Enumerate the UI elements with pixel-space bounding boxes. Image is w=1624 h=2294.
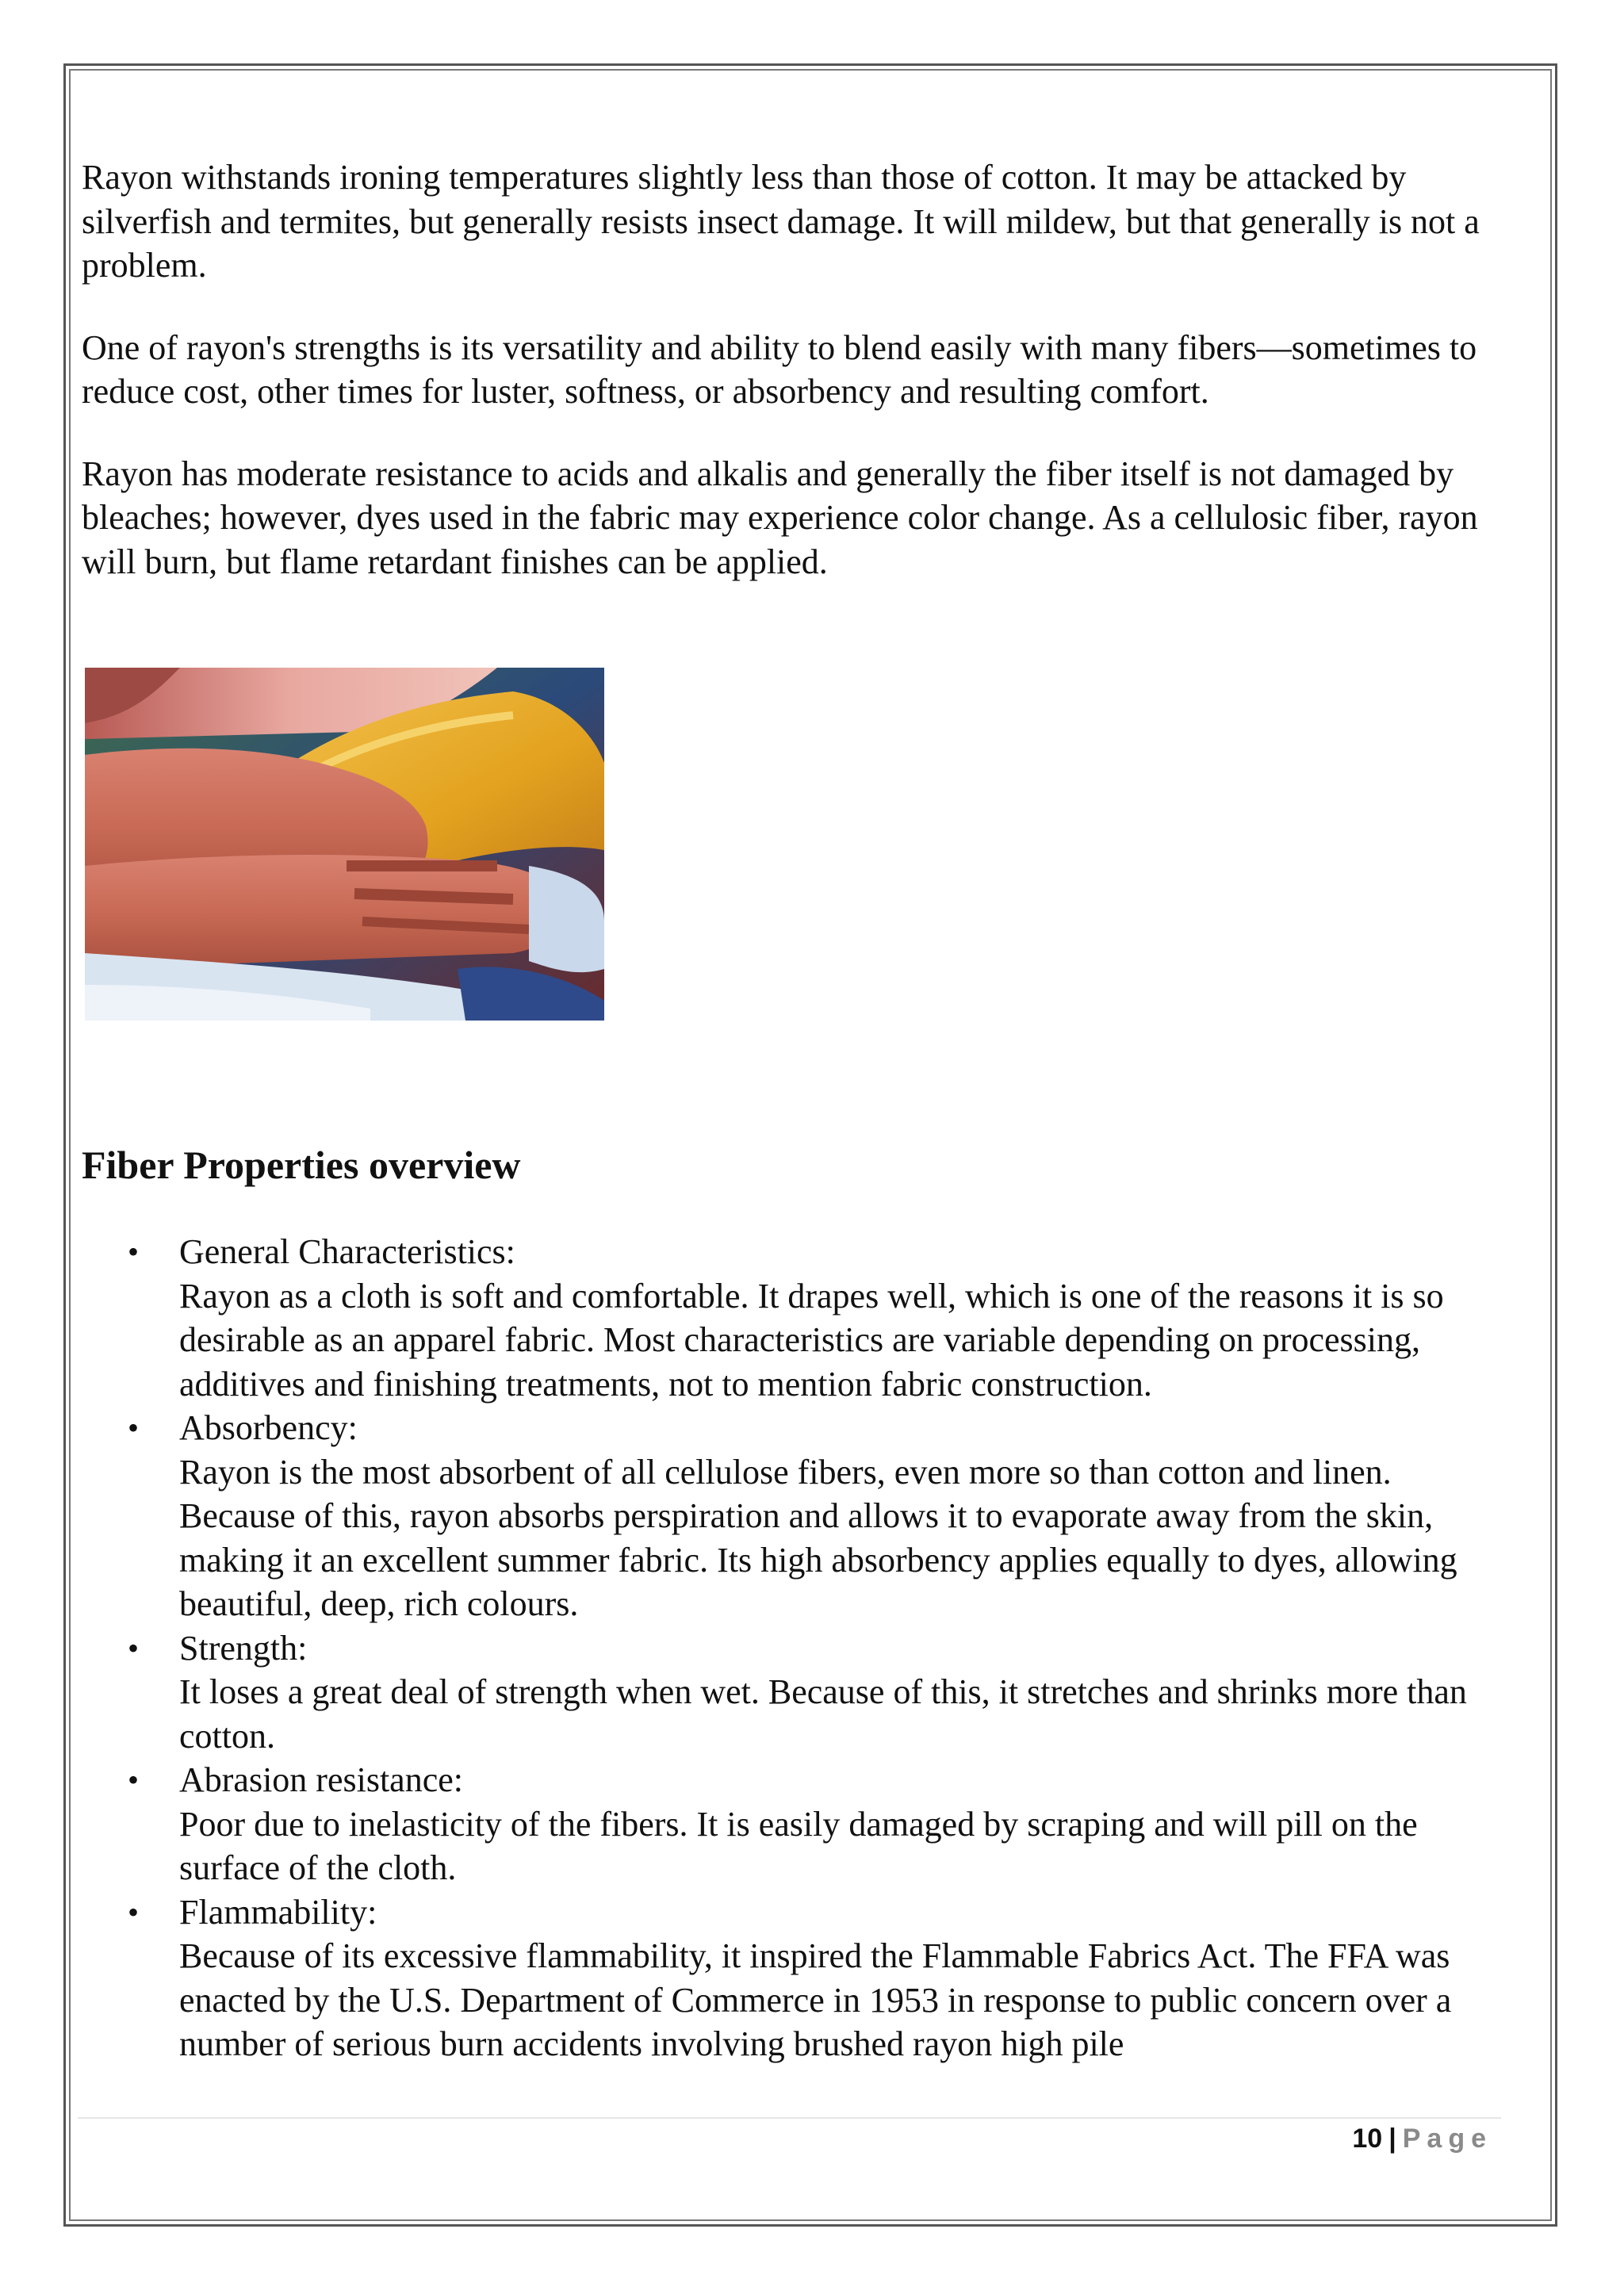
bullet-icon: • [128, 1234, 140, 1270]
list-item-absorbency [82, 1406, 1501, 1626]
property-description: It loses a great deal of strength when wet. Because of this, it stretches and shrinks more than cotton. [179, 1672, 1467, 1756]
property-name: General Characteristics: [179, 1232, 515, 1271]
bullet-icon: • [128, 1410, 140, 1446]
property-name: Abrasion resistance: [179, 1760, 463, 1799]
towels-illustration [85, 668, 604, 1021]
property-name: Strength: [179, 1628, 308, 1668]
list-item-abrasion [82, 1758, 1501, 1890]
section-heading: Fiber Properties overview [82, 1143, 521, 1187]
paragraph-versatility: One of rayon's strengths is its versatility and ability to blend easily with many fibers—sometimes to reduce cost, other times for luster, softness, or absorbency and resulting comfort. [82, 327, 1477, 411]
paragraph-ironing: Rayon withstands ironing temperatures slightly less than those of cotton. It may be attacked by silverfish and termites, but generally resists insect damage. It will mildew, but that generally is not a problem. [82, 158, 1480, 285]
page-number: 10 [1352, 2124, 1383, 2154]
bullet-icon: • [128, 1630, 140, 1666]
page-label: Page [1402, 2124, 1492, 2154]
property-name: Absorbency: [179, 1408, 358, 1447]
footer-separator: | [1388, 2124, 1396, 2154]
towels-photo [85, 668, 604, 1021]
bullet-icon: • [128, 1762, 140, 1798]
bullet-icon: • [128, 1894, 140, 1930]
list-item-general [82, 1230, 1501, 1406]
property-description: Poor due to inelasticity of the fibers. It is easily damaged by scraping and will pill on the surface of the cloth. [179, 1804, 1418, 1887]
intro-text [82, 155, 1501, 622]
property-name: Flammability: [179, 1892, 377, 1932]
paragraph-resistance: Rayon has moderate resistance to acids and alkalis and generally the fiber itself is not damaged by bleaches; however, dyes used in the fabric may experience color change. As a cellulosic fiber, rayon will burn, but flame retardant finishes can be applied. [82, 454, 1478, 581]
page-footer [1352, 2124, 1492, 2154]
list-item-strength [82, 1626, 1501, 1759]
property-description: Rayon is the most absorbent of all cellulose fibers, even more so than cotton and linen. Because of this, rayon absorbs perspiration and allows it to evaporate away from the skin, making it an excellent summer fabric. Its high absorbency applies equally to dyes, allowing beautiful, deep, rich colours. [179, 1452, 1457, 1623]
list-item-flammability [82, 1890, 1501, 2066]
property-description: Because of its excessive flammability, it inspired the Flammable Fabrics Act. The FFA was enacted by the U.S. Department of Commerce in 1953 in response to public concern over a number of serious burn accidents involving brushed rayon high pile [179, 1936, 1452, 2063]
property-description: Rayon as a cloth is soft and comfortable. It drapes well, which is one of the reasons it is so desirable as an apparel fabric. Most characteristics are variable depending on processing, additives and finishing treatments, not to mention fabric construction. [179, 1276, 1444, 1404]
properties-list [82, 1230, 1501, 2066]
footer-divider [78, 2117, 1501, 2119]
